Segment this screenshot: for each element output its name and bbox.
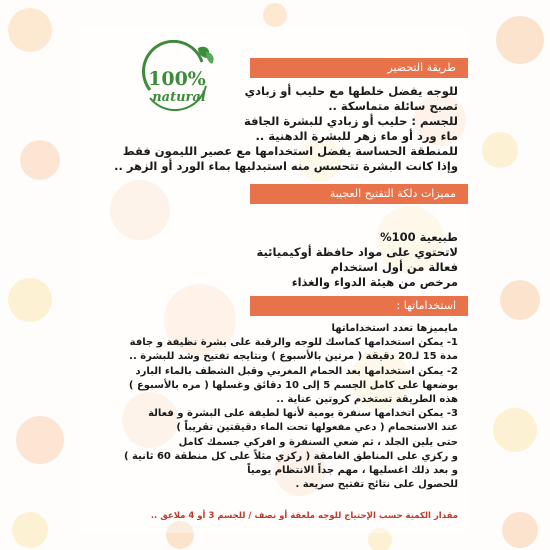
text-line: وإذا كانت البشرة تتحسس منه استبدليها بماء الورد أو الزهر .. [114, 159, 458, 173]
text-line: 2- يمكن استخدامها بعد الحمام المغربي وقبل الشطف بالماء البارد [135, 365, 458, 377]
features-text [100, 230, 458, 290]
text-line: 3- يمكن اتخدامها سنفرة يومية لأنها لطيفة على البشرة و فعالة [148, 408, 458, 420]
preparation-section-title: طريقة التحضير [250, 58, 468, 78]
text-line: للحصول على نتائج تفتيح سريعة . [295, 479, 458, 491]
text-line: و ركزي على المناطق الغامقة ( ركزي مثلاً على كل منطقة 60 ثانية ) [123, 450, 458, 462]
text-line: تصبح سائلة متماسكة .. [328, 99, 458, 113]
text-line: و بعد ذلك اغسليها ، مهم جداً الانتظام يومياً [247, 465, 458, 477]
uses-text [100, 322, 458, 492]
text-line: للمنطقة الحساسة يفضل استخدامها مع عصير الليمون فقط [122, 144, 458, 158]
text-line: مدة 15 لـ20 دقيقة ( مرتين بالأسبوع ) ونتايجه تفتيح وشد للبشرة .. [129, 351, 458, 363]
badge-percent-text: 100% [148, 68, 206, 90]
text-line: فعالة من أول استخدام [330, 260, 458, 274]
text-line: ماء ورد أو ماء زهر للبشرة الدهنية .. [255, 129, 458, 143]
text-line: للجسم : حليب أو زبادي للبشرة الجافة [243, 114, 458, 128]
text-line: مايميزها تعدد استخداماتها [331, 323, 458, 334]
features-section-title: مميزات دلكة التفتيح العجيبة [250, 184, 468, 204]
text-line: 1- يمكن استخدامها كماسك للوجه والرقبة على بشرة نظيفة و جافة [129, 337, 458, 349]
text-line: طبيعية 100% [380, 230, 458, 244]
text-line: مرخص من هيئة الدواء والغذاء [291, 275, 458, 289]
text-line: هذه الطريقة تستخدم كروتين عناية .. [276, 394, 458, 406]
text-line: عند الاستحمام ( دعي مفعولها تحت الماء دقيقتين تقريباً ) [176, 422, 458, 434]
text-line: حتى يلين الجلد ، ثم ضعي السنفرة و افركي جسمك كامل [178, 436, 458, 448]
text-line: بوضعها على كامل الجسم 5 إلى 10 دقائق وغسلها ( مره بالأسبوع ) [128, 379, 458, 391]
badge-word-text: natural [152, 90, 206, 105]
text-line: لاتحتوي على مواد حافظة أوكيميائية [256, 245, 458, 259]
text-line: للوجه يفضل خلطها مع حليب أو زبادي [244, 84, 458, 98]
preparation-text [100, 84, 458, 174]
quantity-note: مقدار الكمية حسب الإحتياج للوجه ملعقة أو نصف / للجسم 3 أو 4 ملاعق .. [150, 511, 458, 521]
uses-section-title: استخداماتها : [250, 296, 468, 316]
